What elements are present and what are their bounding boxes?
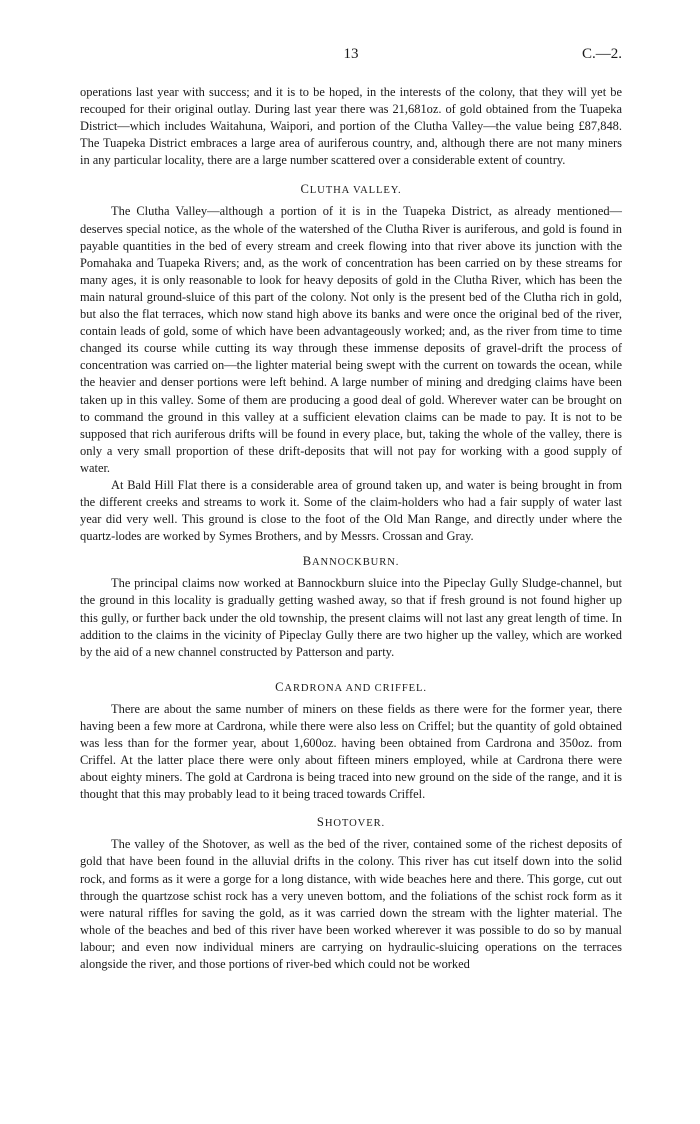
shotover-paragraph: The valley of the Shotover, as well as the bed of the river, contained some of the richest deposits of gold that have been found in the alluvial drifts in the colony. This river has cut itself down into the solid rock, and forms as it were a gorge for a long distance, with wide beaches here and there. This gorge, cut out through the quartzose schist rock has a very uneven bottom, and the foliations of the schist rock form as it were natural riffles for saving the gold, as it was carried down the stream with the lighter material. The whole of the beaches and bed of this river have been worked wherever it was possible to do so by manual labour; and even now individual miners are carrying on hydraulic-sluicing operations on the terraces alongside the river, and those portions of river-bed which could not be worked <box>80 837 622 972</box>
page-header <box>80 46 622 66</box>
page-number: 13 <box>343 46 359 62</box>
heading-shotover: SHOTOVER. <box>316 815 386 830</box>
document-body <box>80 84 622 973</box>
heading-bannockburn: BANNOCKBURN. <box>302 554 400 569</box>
document-reference: C.—2. <box>581 46 622 62</box>
cardrona-paragraph: There are about the same number of miners on these fields as there were for the former year, there having been a few more at Cardrona, while there were also less on Criffel; but the quantity of gold obtained was less than for the former year, about 1,600oz. having been obtained from Cardrona and 350oz. from Criffel. At the latter place there were only about fifteen miners employed, while at Cardrona there were about eighty miners. The gold at Cardrona is being traced into new ground on the side of the range, and it is thought that this may probably lead to it being traced towards Criffel. <box>80 701 622 802</box>
heading-clutha-valley: CLUTHA VALLEY. <box>300 182 402 197</box>
intro-paragraph: operations last year with success; and it is to be hoped, in the interests of the colony, that they will yet be recouped for their original outlay. During last year there was 21,681oz. of gold obtained from the Tuapeka District—which includes Waitahuna, Waipori, and portion of the Clutha Valley—the value being £87,848. The Tuapeka District embraces a large area of auriferous country, and, although there are not many miners in any particular locality, there are a large number scattered over a considerable extent of country. <box>80 85 622 168</box>
bannockburn-paragraph: The principal claims now worked at Bannockburn sluice into the Pipeclay Gully Sludge-channel, but the ground in this locality is gradually getting washed away, so that if fresh ground is not found higher up this gully, or further back under the old township, the present claims will not last any great length of time. In addition to the claims in the vicinity of Pipeclay Gully there are two higher up the valley, which are worked by the aid of a new channel constructed by Patterson and party. <box>80 576 622 659</box>
heading-cardrona-and-criffel: CARDRONA AND CRIFFEL. <box>275 679 427 694</box>
clutha-paragraph-1: The Clutha Valley—although a portion of it is in the Tuapeka District, as already mentioned—deserves special notice, as the whole of the watershed of the Clutha River is auriferous, and gold is found in payable quantities in the bed of every stream and creek flowing into that river above its junction with the Pomahaka and Tuapeka Rivers; and, as the work of concentration has been carried on by these streams for many ages, it is only reasonable to look for heavy deposits of gold in the Clutha River, which has been the main natural ground-sluice of this part of the colony. Not only is the present bed of the Clutha rich in gold, but also the flat terraces, which now stand high above its banks and were once the original bed of the river, contain leads of gold, some of which have been advantageously worked; and, as the river from time to time changed its course while cutting its way through these immense deposits of gravel-drift the process of concentration was carried on—the lighter material being swept with the current on towards the ocean, while the heavier and denser portions were left behind. A large number of mining and dredging claims have been taken up in this valley. Some of them are producing a good deal of gold. Wherever water can be brought on to command the ground in this valley at a sufficient elevation claims can be made to pay. It is not to be supposed that rich auriferous drifts will be found in every place, but, taking the whole of the valley, there is only a very small proportion of these drift-deposits that will not pay for working with a good supply of water. <box>80 204 622 475</box>
clutha-paragraph-2: At Bald Hill Flat there is a considerable area of ground taken up, and water is being brought in from the different creeks and streams to work it. Some of the claim-holders who had a fair supply of water last year did very well. This ground is close to the foot of the Old Man Range, and directly under where the quartz-lodes are worked by Symes Brothers, and by Messrs. Crossan and Gray. <box>80 477 622 544</box>
